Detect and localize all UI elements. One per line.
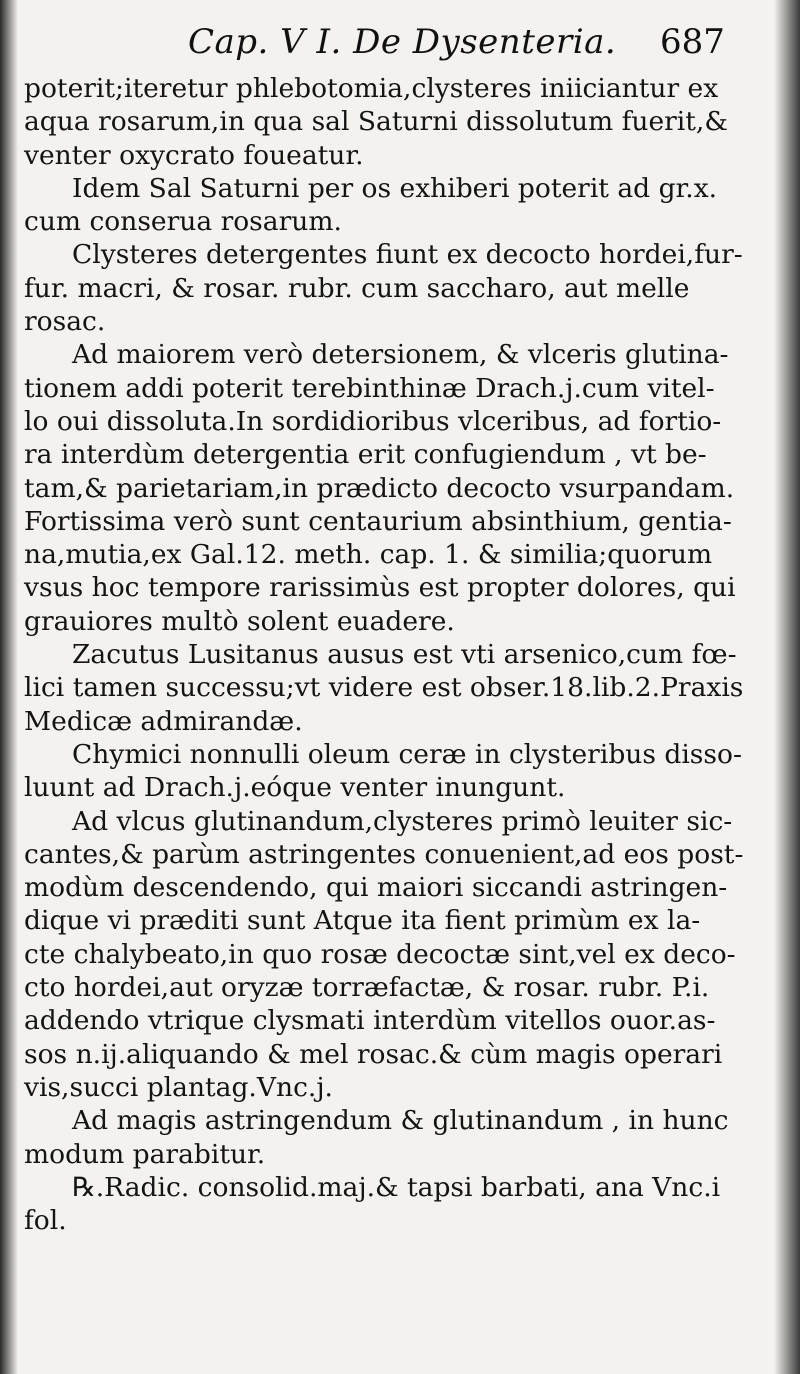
- text-line: modum parabitur.: [24, 1138, 266, 1170]
- text-line: fol.: [24, 1205, 67, 1237]
- text-line: modùm descendendo, qui maiori siccandi astringen-: [24, 872, 728, 904]
- text-line: venter oxycrato foueatur.: [24, 139, 364, 171]
- paragraph: [24, 72, 768, 172]
- text-line: cum conserua rosarum.: [24, 206, 342, 238]
- text-line: lo oui dissoluta.In sordidioribus vlceribus, ad fortio-: [24, 405, 722, 437]
- text-line: luunt ad Drach.j.eóque venter inungunt.: [24, 772, 566, 804]
- paragraph: [24, 338, 768, 638]
- text-line: dique vi præditi sunt Atque ita fient primùm ex la-: [24, 905, 701, 937]
- text-line: cantes,& parùm astringentes conuenient,ad eos post-: [24, 838, 744, 870]
- text-line: tionem addi poterit terebinthinæ Drach.j.cum vitel-: [24, 372, 715, 404]
- text-line: ra interdùm detergentia erit confugiendum , vt be-: [24, 439, 707, 471]
- paragraph: [24, 805, 768, 1105]
- text-line: Ad vlcus glutinandum,clysteres primò leuiter sic-: [72, 805, 733, 837]
- text-line: addendo vtrique clysmati interdùm vitellos ouor.as-: [24, 1005, 716, 1037]
- paragraph: [24, 1171, 768, 1238]
- paragraph: [24, 172, 768, 239]
- text-line: lici tamen successu;vt videre est obser.18.lib.2.Praxis: [24, 672, 744, 704]
- page-header: [0, 22, 800, 72]
- text-line: sos n.ij.aliquando & mel rosac.& cùm magis operari: [24, 1038, 723, 1070]
- text-line: Ad magis astringendum & glutinandum , in hunc: [72, 1105, 729, 1137]
- text-line: Zacutus Lusitanus ausus est vti arsenico,cum fœ-: [72, 639, 737, 671]
- text-line: cte chalybeato,in quo rosæ decoctæ sint,vel ex deco-: [24, 938, 736, 970]
- running-title: Cap. V I. De Dysenteria.: [188, 22, 617, 62]
- text-line: vsus hoc tempore rarissimùs est propter dolores, qui: [24, 572, 736, 604]
- text-line: Idem Sal Saturni per os exhiberi poterit ad gr.x.: [72, 172, 718, 204]
- paragraph: [24, 1104, 768, 1171]
- text-line: ℞.Radic. consolid.maj.& tapsi barbati, ana Vnc.i: [72, 1171, 721, 1203]
- text-line: Medicæ admirandæ.: [24, 705, 303, 737]
- text-line: Ad maiorem verò detersionem, & vlceris glutina-: [72, 339, 729, 371]
- text-line: Fortissima verò sunt centaurium absinthium, gentia-: [24, 505, 732, 537]
- text-line: grauiores multò solent euadere.: [24, 605, 455, 637]
- paragraph: [24, 738, 768, 805]
- text-line: vis,succi plantag.Vnc.j.: [24, 1071, 333, 1103]
- text-line: tam,& parietariam,in prædicto decocto vsurpandam.: [24, 472, 735, 504]
- text-line: poterit;iteretur phlebotomia,clysteres iniiciantur ex: [24, 73, 719, 104]
- text-line: aqua rosarum,in qua sal Saturni dissolutum fuerit,&: [24, 106, 728, 138]
- text-line: fur. macri, & rosar. rubr. cum saccharo, aut melle: [24, 272, 690, 304]
- text-line: rosac.: [24, 306, 106, 338]
- paragraph: [24, 638, 768, 738]
- paragraph: [24, 238, 768, 338]
- body-text: [24, 72, 768, 1237]
- page-number: 687: [660, 22, 725, 62]
- text-line: Chymici nonnulli oleum ceræ in clysteribus disso-: [72, 738, 742, 770]
- text-line: cto hordei,aut oryzæ torræfactæ, & rosar. rubr. P.i.: [24, 972, 710, 1004]
- text-line: na,mutia,ex Gal.12. meth. cap. 1. & similia;quorum: [24, 539, 713, 571]
- text-line: Clysteres detergentes fiunt ex decocto hordei,fur-: [72, 239, 743, 271]
